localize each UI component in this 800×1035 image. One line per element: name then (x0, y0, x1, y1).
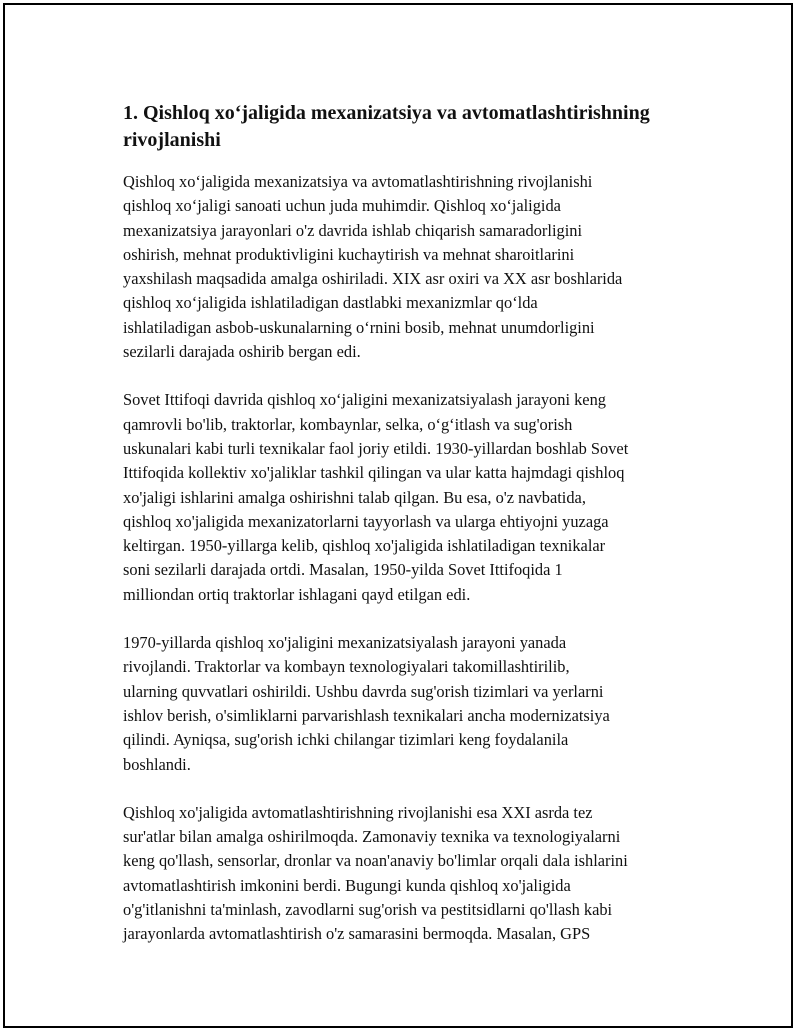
text-line: qishloq xo'jaligida mexanizatorlarni tayyorlash va ularga ehtiyojni yuzaga (123, 511, 609, 531)
section-heading: 1. Qishloq xo‘jaligida mexanizatsiya va avtomatlashtirishning rivojlanishi (123, 102, 650, 151)
text-line: uskunalari kabi turli texnikalar faol joriy etildi. 1930-yillardan boshlab Sovet (123, 438, 629, 458)
text-line: mexanizatsiya jarayonlari o'z davrida ishlab chiqarish samaradorligini (123, 220, 582, 240)
text-line: ishlatiladigan asbob-uskunalarning o‘rnini bosib, mehnat unumdorligini (123, 317, 595, 337)
paragraph-list (123, 170, 698, 947)
text-line: xo'jaligi ishlarini amalga oshirishni talab qilgan. Bu esa, o'z navbatida, (123, 487, 586, 507)
text-line: keltirgan. 1950-yillarga kelib, qishloq xo'jaligida ishlatiladigan texnikalar (123, 536, 606, 556)
text-line: o'g'itlanishni ta'minlash, zavodlarni sug'orish va pestitsidlarni qo'llash kabi (123, 900, 613, 920)
text-line: oshirish, mehnat produktivligini kuchaytirish va mehnat sharoitlarini (123, 244, 575, 264)
paragraph (123, 388, 698, 607)
document-body (123, 100, 698, 971)
text-line: boshlandi. (123, 754, 191, 774)
text-line: soni sezilarli darajada ortdi. Masalan, 1950-yilda Sovet Ittifoqida 1 (123, 560, 563, 580)
text-line: qamrovli bo'lib, traktorlar, kombaynlar, selka, o‘g‘itlash va sug'orish (123, 414, 573, 434)
text-line: sezilarli darajada oshirib bergan edi. (123, 342, 361, 362)
text-line: milliondan ortiq traktorlar ishlagani qayd etilgan edi. (123, 584, 471, 604)
text-line: jarayonlarda avtomatlashtirish o'z samarasini bermoqda. Masalan, GPS (123, 924, 591, 944)
text-line: avtomatlashtirish imkonini berdi. Bugungi kunda qishloq xo'jaligida (123, 875, 571, 895)
text-line: 1970-yillarda qishloq xo'jaligini mexanizatsiyalash jarayoni yanada (123, 633, 567, 653)
page-frame (3, 3, 793, 1028)
text-line: Qishloq xo'jaligida avtomatlashtirishning rivojlanishi esa XXI asrda tez (123, 802, 593, 822)
text-line: qishloq xo‘jaligida ishlatiladigan dastlabki mexanizmlar qo‘lda (123, 293, 538, 313)
text-line: rivojlandi. Traktorlar va kombayn texnologiyalari takomillashtirilib, (123, 657, 570, 677)
text-line: qishloq xo‘jaligi sanoati uchun juda muhimdir. Qishloq xo‘jaligida (123, 196, 561, 216)
text-line: yaxshilash maqsadida amalga oshiriladi. XIX asr oxiri va XX asr boshlarida (123, 269, 623, 289)
text-line: keng qo'llash, sensorlar, dronlar va noan'anaviy bo'limlar orqali dala ishlarini (123, 851, 628, 871)
text-line: Qishloq xo‘jaligida mexanizatsiya va avtomatlashtirishning rivojlanishi (123, 172, 593, 191)
text-line: qilindi. Ayniqsa, sug'orish ichki chilangar tizimlari keng foydalanila (123, 730, 569, 750)
text-line: Sovet Ittifoqi davrida qishloq xo‘jaligini mexanizatsiyalash jarayoni keng (123, 390, 606, 410)
text-line: ularning quvvatlari oshirildi. Ushbu davrda sug'orish tizimlari va yerlarni (123, 681, 604, 701)
paragraph (123, 631, 698, 777)
text-line: ishlov berish, o'simliklarni parvarishlash texnikalari ancha modernizatsiya (123, 705, 610, 725)
text-line: sur'atlar bilan amalga oshirilmoqda. Zamonaviy texnika va texnologiyalarni (123, 827, 621, 847)
paragraph (123, 170, 698, 364)
paragraph (123, 801, 698, 947)
text-line: Ittifoqida kollektiv xo'jaliklar tashkil qilingan va ular katta hajmdagi qishloq (123, 463, 625, 483)
